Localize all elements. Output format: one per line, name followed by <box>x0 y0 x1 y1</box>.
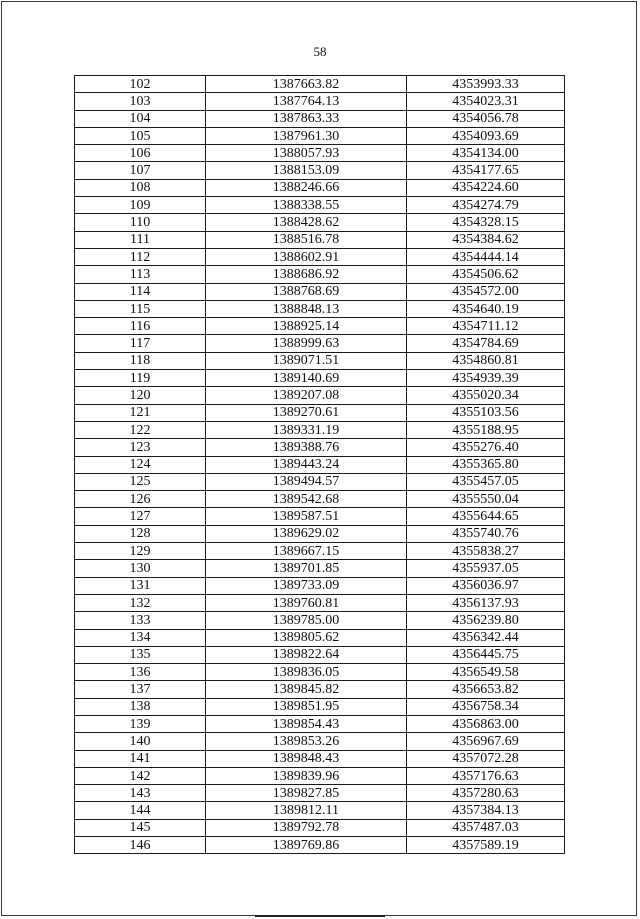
y-coordinate-cell: 4356036.97 <box>407 577 565 594</box>
point-number-cell: 127 <box>75 508 206 525</box>
table-row <box>75 473 565 490</box>
x-coordinate-cell: 1389848.43 <box>206 750 407 767</box>
point-number-cell: 137 <box>75 681 206 698</box>
x-coordinate-cell: 1389733.09 <box>206 577 407 594</box>
table-row <box>75 491 565 508</box>
point-number-cell: 122 <box>75 421 206 438</box>
y-coordinate-cell: 4354939.39 <box>407 370 565 387</box>
x-coordinate-cell: 1389270.61 <box>206 404 407 421</box>
point-number-cell: 111 <box>75 231 206 248</box>
x-coordinate-cell: 1388057.93 <box>206 145 407 162</box>
table-row <box>75 612 565 629</box>
x-coordinate-cell: 1389701.85 <box>206 560 407 577</box>
table-row <box>75 802 565 819</box>
x-coordinate-cell: 1389388.76 <box>206 439 407 456</box>
x-coordinate-cell: 1388999.63 <box>206 335 407 352</box>
point-number-cell: 132 <box>75 594 206 611</box>
table-row <box>75 387 565 404</box>
x-coordinate-cell: 1389845.82 <box>206 681 407 698</box>
y-coordinate-cell: 4354328.15 <box>407 214 565 231</box>
y-coordinate-cell: 4354023.31 <box>407 93 565 110</box>
point-number-cell: 123 <box>75 439 206 456</box>
y-coordinate-cell: 4354444.14 <box>407 248 565 265</box>
point-number-cell: 120 <box>75 387 206 404</box>
point-number-cell: 104 <box>75 110 206 127</box>
point-number-cell: 129 <box>75 543 206 560</box>
y-coordinate-cell: 4357487.03 <box>407 819 565 836</box>
x-coordinate-cell: 1388602.91 <box>206 248 407 265</box>
table-row <box>75 231 565 248</box>
y-coordinate-cell: 4354134.00 <box>407 145 565 162</box>
x-coordinate-cell: 1388246.66 <box>206 179 407 196</box>
x-coordinate-cell: 1389853.26 <box>206 733 407 750</box>
point-number-cell: 126 <box>75 491 206 508</box>
x-coordinate-cell: 1389854.43 <box>206 715 407 732</box>
x-coordinate-cell: 1389839.96 <box>206 767 407 784</box>
table-row <box>75 421 565 438</box>
table-row <box>75 664 565 681</box>
table-row <box>75 646 565 663</box>
point-number-cell: 103 <box>75 93 206 110</box>
point-number-cell: 113 <box>75 266 206 283</box>
x-coordinate-cell: 1389827.85 <box>206 785 407 802</box>
y-coordinate-cell: 4357072.28 <box>407 750 565 767</box>
x-coordinate-cell: 1389812.11 <box>206 802 407 819</box>
y-coordinate-cell: 4356549.58 <box>407 664 565 681</box>
x-coordinate-cell: 1389805.62 <box>206 629 407 646</box>
y-coordinate-cell: 4355457.05 <box>407 473 565 490</box>
y-coordinate-cell: 4354640.19 <box>407 300 565 317</box>
table-row <box>75 318 565 335</box>
y-coordinate-cell: 4354177.65 <box>407 162 565 179</box>
point-number-cell: 102 <box>75 76 206 93</box>
point-number-cell: 133 <box>75 612 206 629</box>
table-row <box>75 76 565 93</box>
point-number-cell: 146 <box>75 837 206 854</box>
y-coordinate-cell: 4355103.56 <box>407 404 565 421</box>
y-coordinate-cell: 4356967.69 <box>407 733 565 750</box>
point-number-cell: 116 <box>75 318 206 335</box>
point-number-cell: 145 <box>75 819 206 836</box>
x-coordinate-cell: 1388848.13 <box>206 300 407 317</box>
table-row <box>75 560 565 577</box>
y-coordinate-cell: 4357384.13 <box>407 802 565 819</box>
y-coordinate-cell: 4356445.75 <box>407 646 565 663</box>
point-number-cell: 140 <box>75 733 206 750</box>
table-row <box>75 110 565 127</box>
table-row <box>75 248 565 265</box>
point-number-cell: 131 <box>75 577 206 594</box>
table-row <box>75 715 565 732</box>
y-coordinate-cell: 4354572.00 <box>407 283 565 300</box>
point-number-cell: 108 <box>75 179 206 196</box>
y-coordinate-cell: 4357176.63 <box>407 767 565 784</box>
y-coordinate-cell: 4355740.76 <box>407 525 565 542</box>
point-number-cell: 114 <box>75 283 206 300</box>
x-coordinate-cell: 1389667.15 <box>206 543 407 560</box>
table-row <box>75 681 565 698</box>
point-number-cell: 124 <box>75 456 206 473</box>
x-coordinate-cell: 1389494.57 <box>206 473 407 490</box>
table-row <box>75 508 565 525</box>
point-number-cell: 106 <box>75 145 206 162</box>
point-number-cell: 125 <box>75 473 206 490</box>
table-row <box>75 179 565 196</box>
x-coordinate-cell: 1388338.55 <box>206 197 407 214</box>
table-row <box>75 543 565 560</box>
y-coordinate-cell: 4356239.80 <box>407 612 565 629</box>
x-coordinate-cell: 1389542.68 <box>206 491 407 508</box>
point-number-cell: 135 <box>75 646 206 663</box>
x-coordinate-cell: 1387764.13 <box>206 93 407 110</box>
point-number-cell: 110 <box>75 214 206 231</box>
table-row <box>75 629 565 646</box>
table-row <box>75 837 565 854</box>
table-row <box>75 594 565 611</box>
table-row <box>75 127 565 144</box>
table-row <box>75 767 565 784</box>
y-coordinate-cell: 4355188.95 <box>407 421 565 438</box>
table-row <box>75 733 565 750</box>
y-coordinate-cell: 4356137.93 <box>407 594 565 611</box>
point-number-cell: 112 <box>75 248 206 265</box>
y-coordinate-cell: 4354784.69 <box>407 335 565 352</box>
y-coordinate-cell: 4355276.40 <box>407 439 565 456</box>
point-number-cell: 134 <box>75 629 206 646</box>
x-coordinate-cell: 1389769.86 <box>206 837 407 854</box>
point-number-cell: 121 <box>75 404 206 421</box>
x-coordinate-cell: 1389851.95 <box>206 698 407 715</box>
table-row <box>75 439 565 456</box>
x-coordinate-cell: 1389071.51 <box>206 352 407 369</box>
y-coordinate-cell: 4355644.65 <box>407 508 565 525</box>
table-row <box>75 577 565 594</box>
point-number-cell: 141 <box>75 750 206 767</box>
point-number-cell: 128 <box>75 525 206 542</box>
y-coordinate-cell: 4355365.80 <box>407 456 565 473</box>
y-coordinate-cell: 4355020.34 <box>407 387 565 404</box>
table-row <box>75 525 565 542</box>
point-number-cell: 138 <box>75 698 206 715</box>
x-coordinate-cell: 1389140.69 <box>206 370 407 387</box>
point-number-cell: 142 <box>75 767 206 784</box>
table-row <box>75 283 565 300</box>
table-row <box>75 819 565 836</box>
x-coordinate-cell: 1388925.14 <box>206 318 407 335</box>
y-coordinate-cell: 4356863.00 <box>407 715 565 732</box>
table-row <box>75 145 565 162</box>
point-number-cell: 115 <box>75 300 206 317</box>
table-row <box>75 456 565 473</box>
page-number: 58 <box>313 44 327 59</box>
y-coordinate-cell: 4353993.33 <box>407 76 565 93</box>
x-coordinate-cell: 1387863.33 <box>206 110 407 127</box>
y-coordinate-cell: 4355937.05 <box>407 560 565 577</box>
point-number-cell: 107 <box>75 162 206 179</box>
point-number-cell: 136 <box>75 664 206 681</box>
y-coordinate-cell: 4357280.63 <box>407 785 565 802</box>
x-coordinate-cell: 1389443.24 <box>206 456 407 473</box>
table-row <box>75 370 565 387</box>
table-row <box>75 335 565 352</box>
point-number-cell: 109 <box>75 197 206 214</box>
y-coordinate-cell: 4357589.19 <box>407 837 565 854</box>
y-coordinate-cell: 4354274.79 <box>407 197 565 214</box>
y-coordinate-cell: 4355838.27 <box>407 543 565 560</box>
point-number-cell: 130 <box>75 560 206 577</box>
x-coordinate-cell: 1389836.05 <box>206 664 407 681</box>
point-number-cell: 118 <box>75 352 206 369</box>
y-coordinate-cell: 4354056.78 <box>407 110 565 127</box>
point-number-cell: 143 <box>75 785 206 802</box>
table-row <box>75 785 565 802</box>
table-row <box>75 698 565 715</box>
y-coordinate-cell: 4354093.69 <box>407 127 565 144</box>
point-number-cell: 117 <box>75 335 206 352</box>
coordinates-table <box>74 75 565 854</box>
bottom-edge-mark <box>255 915 385 917</box>
point-number-cell: 119 <box>75 370 206 387</box>
y-coordinate-cell: 4354506.62 <box>407 266 565 283</box>
x-coordinate-cell: 1389792.78 <box>206 819 407 836</box>
y-coordinate-cell: 4356653.82 <box>407 681 565 698</box>
x-coordinate-cell: 1389207.08 <box>206 387 407 404</box>
x-coordinate-cell: 1389822.64 <box>206 646 407 663</box>
y-coordinate-cell: 4354224.60 <box>407 179 565 196</box>
table-row <box>75 352 565 369</box>
y-coordinate-cell: 4356758.34 <box>407 698 565 715</box>
y-coordinate-cell: 4355550.04 <box>407 491 565 508</box>
table-row <box>75 266 565 283</box>
coordinates-table-body <box>75 76 565 854</box>
y-coordinate-cell: 4354384.62 <box>407 231 565 248</box>
x-coordinate-cell: 1389760.81 <box>206 594 407 611</box>
table-row <box>75 162 565 179</box>
x-coordinate-cell: 1388516.78 <box>206 231 407 248</box>
x-coordinate-cell: 1387663.82 <box>206 76 407 93</box>
table-row <box>75 300 565 317</box>
y-coordinate-cell: 4354860.81 <box>407 352 565 369</box>
x-coordinate-cell: 1388153.09 <box>206 162 407 179</box>
x-coordinate-cell: 1389629.02 <box>206 525 407 542</box>
x-coordinate-cell: 1389587.51 <box>206 508 407 525</box>
table-row <box>75 404 565 421</box>
table-row <box>75 197 565 214</box>
x-coordinate-cell: 1389785.00 <box>206 612 407 629</box>
x-coordinate-cell: 1387961.30 <box>206 127 407 144</box>
point-number-cell: 139 <box>75 715 206 732</box>
x-coordinate-cell: 1388686.92 <box>206 266 407 283</box>
x-coordinate-cell: 1388428.62 <box>206 214 407 231</box>
point-number-cell: 144 <box>75 802 206 819</box>
y-coordinate-cell: 4356342.44 <box>407 629 565 646</box>
table-row <box>75 750 565 767</box>
table-row <box>75 93 565 110</box>
table-row <box>75 214 565 231</box>
x-coordinate-cell: 1388768.69 <box>206 283 407 300</box>
y-coordinate-cell: 4354711.12 <box>407 318 565 335</box>
point-number-cell: 105 <box>75 127 206 144</box>
x-coordinate-cell: 1389331.19 <box>206 421 407 438</box>
